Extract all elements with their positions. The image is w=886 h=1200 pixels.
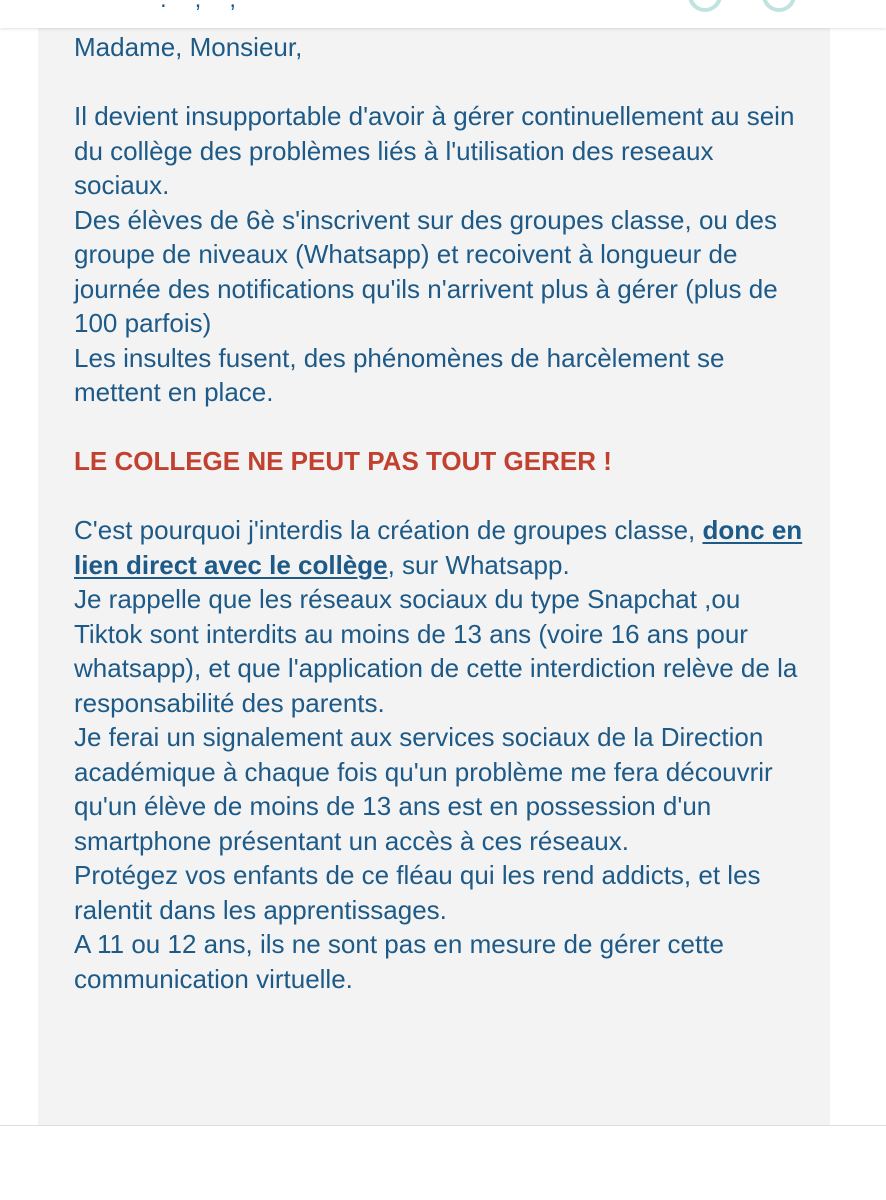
salutation: Madame, Monsieur, bbox=[74, 32, 303, 62]
alert-heading: LE COLLEGE NE PEUT PAS TOUT GERER ! bbox=[74, 446, 612, 476]
message-card bbox=[38, 0, 830, 1125]
toolbar-circle-icon[interactable] bbox=[688, 0, 722, 12]
paragraph: Des élèves de 6è s'inscrivent sur des groupes classe, ou des groupe de niveaux (Whatsapp) et recoivent à longueur de journée des notifications qu'ils n'arrivent plus à gérer (plus de 100 parfois) bbox=[74, 204, 778, 338]
letter-body bbox=[74, 30, 804, 996]
paragraph-text: C'est pourquoi j'interdis la création de groupes classe, bbox=[74, 515, 703, 545]
paragraph: A 11 ou 12 ans, ils ne sont pas en mesure de gérer cette communication virtuelle. bbox=[74, 929, 724, 994]
paragraph: Protégez vos enfants de ce fléau qui les rend addicts, et les ralentit dans les apprentissages. bbox=[74, 860, 761, 925]
paragraph bbox=[74, 513, 804, 582]
paragraph-gap bbox=[74, 479, 804, 514]
toolbar-text-fragment bbox=[160, 0, 264, 14]
paragraph-gap bbox=[74, 65, 804, 100]
emphasized-link[interactable]: donc en lien direct avec le collège bbox=[74, 515, 803, 580]
toolbar-circle-icon[interactable] bbox=[762, 0, 796, 12]
top-toolbar bbox=[0, 0, 886, 28]
divider bbox=[0, 1125, 886, 1126]
paragraph: Je rappelle que les réseaux sociaux du type Snapchat ,ou Tiktok sont interdits au moins de 13 ans (voire 16 ans pour whatsapp), et que l'application de cette interdiction relève de la responsabilité des parents. bbox=[74, 584, 798, 718]
paragraph: Je ferai un signalement aux services sociaux de la Direction académique à chaque fois qu'un problème me fera découvrir qu'un élève de moins de 13 ans est en possession d'un smartphone présentant un accès à ces réseaux. bbox=[74, 722, 773, 856]
paragraph: Les insultes fusent, des phénomènes de harcèlement se mettent en place. bbox=[74, 342, 725, 407]
paragraph: Il devient insupportable d'avoir à gérer continuellement au sein du collège des problèmes liés à l'utilisation des reseaux sociaux. bbox=[74, 101, 795, 200]
toolbar-icons bbox=[688, 0, 796, 12]
paragraph-text: , sur Whatsapp. bbox=[387, 549, 570, 580]
paragraph-gap bbox=[74, 410, 804, 445]
